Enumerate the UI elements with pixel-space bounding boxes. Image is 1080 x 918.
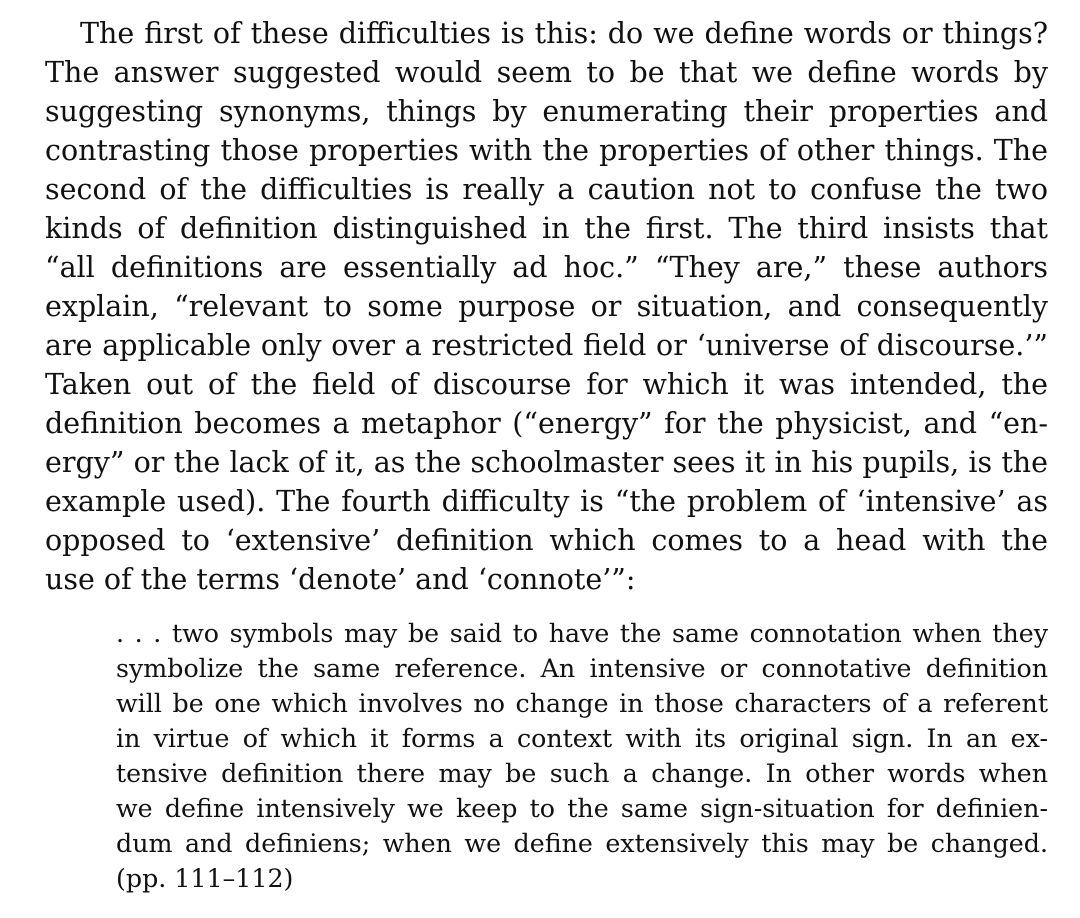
quote-line: dum and definiens; when we define extensively this may be changed. (116, 829, 1048, 858)
paragraph-line: use of the terms ‘denote’ and ‘connote’”: (45, 563, 636, 596)
quote-line: . . . two symbols may be said to have the same connotation when they (116, 619, 1048, 648)
paragraph-line: The first of these difficulties is this: do we define words or things? (80, 17, 1048, 50)
paragraph-line: example used). The fourth difficulty is “the problem of ‘intensive’ as (45, 485, 1048, 518)
quote-line: tensive definition there may be such a change. In other words when (116, 759, 1048, 788)
quote-line: in virtue of which it forms a context with its original sign. In an ex- (116, 724, 1048, 753)
paragraph-line: second of the difficulties is really a caution not to confuse the two (45, 173, 1048, 206)
quote-citation: (pp. 111–112) (116, 864, 294, 893)
paragraph-line: are applicable only over a restricted field or ‘universe of discourse.’” (45, 329, 1048, 362)
paragraph-line: “all definitions are essentially ad hoc.” “They are,” these authors (45, 251, 1048, 284)
quote-line: will be one which involves no change in those characters of a referent (116, 689, 1048, 718)
paragraph-line: Taken out of the field of discourse for which it was intended, the (45, 368, 1048, 401)
quote-line: symbolize the same reference. An intensive or connotative definition (116, 654, 1048, 683)
paragraph-line: kinds of definition distinguished in the first. The third insists that (45, 212, 1048, 245)
block-quote (116, 616, 1048, 896)
paragraph-line: ergy” or the lack of it, as the schoolmaster sees it in his pupils, is the (45, 446, 1048, 479)
quote-line: we define intensively we keep to the same sign-situation for definien- (116, 794, 1048, 823)
paragraph-line: suggesting synonyms, things by enumerating their properties and (45, 95, 1048, 128)
main-paragraph (45, 14, 1048, 599)
paragraph-line: The answer suggested would seem to be that we define words by (45, 56, 1048, 89)
paragraph-line: definition becomes a metaphor (“energy” for the physicist, and “en- (45, 407, 1048, 440)
paragraph-line: contrasting those properties with the properties of other things. The (45, 134, 1048, 167)
paragraph-line: opposed to ‘extensive’ definition which comes to a head with the (45, 524, 1048, 557)
paragraph-line: explain, “relevant to some purpose or situation, and consequently (45, 290, 1048, 323)
